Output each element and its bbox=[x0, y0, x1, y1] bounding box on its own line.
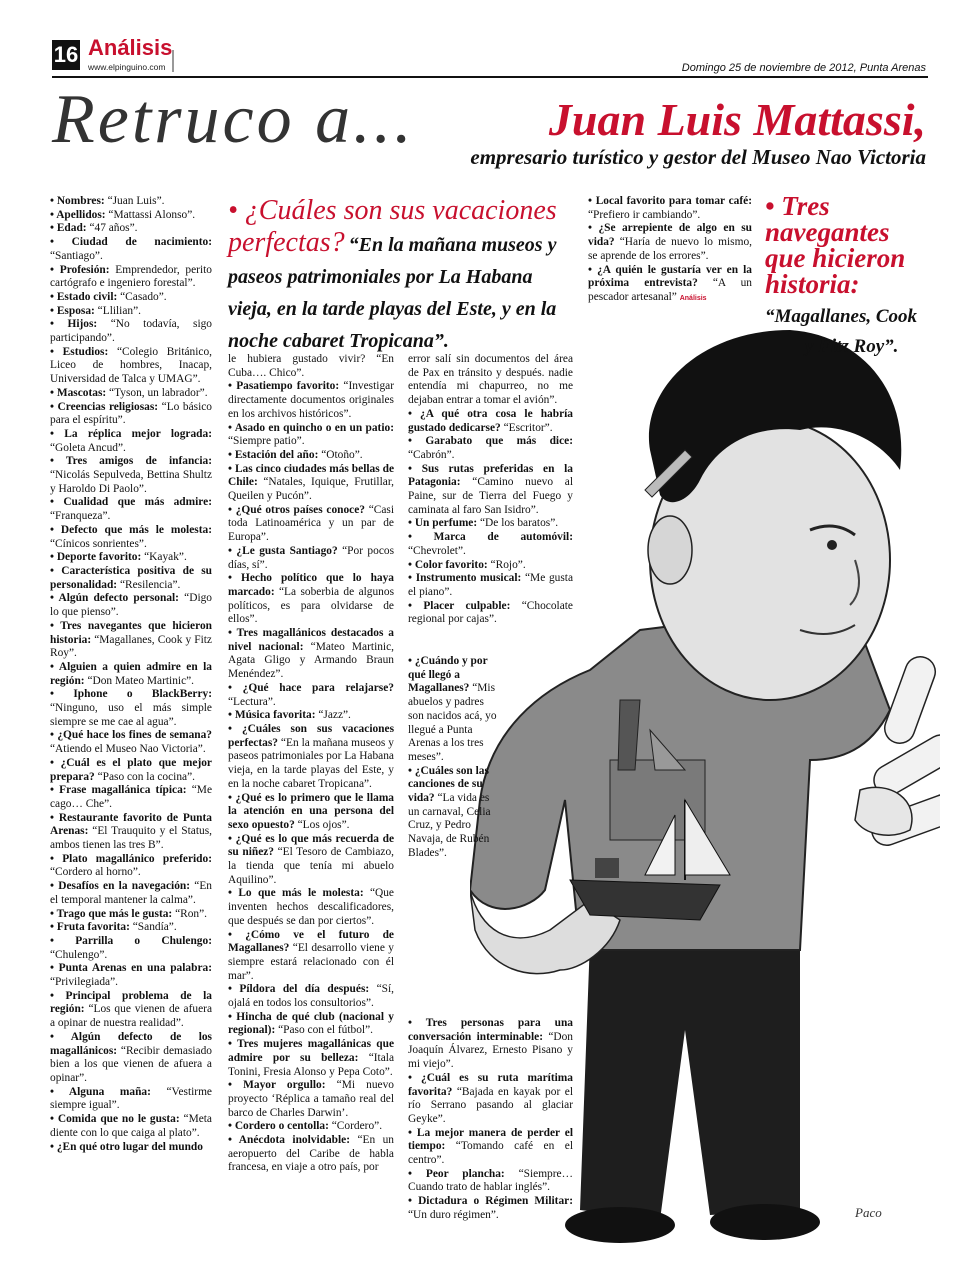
qa-item bbox=[228, 353, 394, 380]
qa-question: • Frase magallánica típica: bbox=[50, 784, 187, 797]
qa-answer: “Magallanes, Cook y Fitz Roy”. bbox=[50, 633, 212, 660]
qa-question: • Instrumento musical: bbox=[408, 572, 522, 585]
qa-item bbox=[50, 236, 212, 263]
qa-answer: “Cordero al horno”. bbox=[50, 866, 141, 879]
qa-answer: “Mateo Martinic, Agata Gligo y Armando Braun Menéndez”. bbox=[228, 640, 395, 681]
qa-answer: “Sandía”. bbox=[129, 921, 177, 934]
qa-item bbox=[408, 572, 573, 599]
qa-question: • Punta Arenas en una palabra: bbox=[50, 962, 212, 975]
qa-item bbox=[228, 887, 394, 928]
qa-item bbox=[408, 463, 573, 518]
qa-question: • ¿Qué es lo primero que le llama la atención en una persona del sexo opuesto? bbox=[228, 791, 394, 831]
column-3-bottom bbox=[408, 1017, 573, 1223]
qa-question: • Estudios: bbox=[50, 345, 109, 358]
qa-question: • ¿Qué hace los fines de semana? bbox=[50, 729, 212, 742]
qa-item bbox=[228, 929, 394, 984]
qa-item bbox=[50, 921, 212, 935]
qa-item bbox=[50, 346, 212, 387]
column-1 bbox=[50, 195, 212, 1154]
qa-question: • Hincha de qué club (nacional y regional): bbox=[228, 1010, 394, 1037]
column-3-narrow bbox=[408, 655, 498, 861]
qa-item bbox=[408, 655, 498, 765]
qa-answer: “Digo lo que pienso”. bbox=[50, 592, 212, 619]
qa-item bbox=[228, 792, 394, 833]
qa-answer: “Me gusta el piano”. bbox=[408, 572, 573, 598]
qa-question: • Parrilla o Chulengo: bbox=[50, 934, 212, 947]
qa-item bbox=[50, 318, 212, 345]
qa-question: • Edad: bbox=[50, 222, 87, 235]
qa-item bbox=[50, 757, 212, 784]
pull-quote bbox=[228, 195, 568, 357]
qa-question: • Hijos: bbox=[50, 318, 98, 331]
qa-answer: “Vestirme siempre igual”. bbox=[50, 1085, 212, 1112]
qa-question: • Creencias religiosas: bbox=[50, 400, 159, 413]
qa-item bbox=[50, 812, 212, 853]
qa-question: • Hecho político que lo haya marcado: bbox=[228, 572, 394, 598]
qa-answer: “Siempre patio”. bbox=[228, 435, 305, 448]
qa-question: • ¿Qué hace para relajarse? bbox=[228, 681, 394, 694]
qa-item bbox=[50, 1031, 212, 1086]
qa-question: • La réplica mejor lograda: bbox=[50, 427, 212, 440]
qa-question: • Esposa: bbox=[50, 304, 95, 317]
column-3 bbox=[408, 353, 573, 627]
qa-item bbox=[228, 1038, 394, 1079]
qa-item bbox=[408, 1168, 573, 1195]
qa-answer: “Franqueza”. bbox=[50, 510, 111, 523]
qa-question: • Iphone o BlackBerry: bbox=[50, 688, 212, 701]
qa-question: • Algún defecto personal: bbox=[50, 592, 179, 605]
qa-answer: “Haría de nuevo lo mismo, se aprende de los errores”. bbox=[588, 236, 752, 262]
qa-question: • Tres personas para una conversación interminable: bbox=[408, 1017, 573, 1043]
qa-answer: “Natales, Iquique, Frutillar, Queilen y Pucón”. bbox=[228, 476, 394, 503]
qa-item bbox=[50, 401, 212, 428]
qa-answer: “Me cago… Che”. bbox=[50, 784, 212, 810]
qa-question: • Principal problema de la región: bbox=[50, 989, 212, 1016]
qa-answer: “De los baratos”. bbox=[477, 517, 559, 530]
qa-question: • Pasatiempo favorito: bbox=[228, 380, 340, 393]
qa-question: • Música favorita: bbox=[228, 709, 316, 722]
qa-answer: “El Tesoro de Cambiazo, la tienda que tenía mi abuelo Aquilino”. bbox=[228, 846, 394, 886]
qa-item bbox=[50, 264, 212, 291]
qa-answer: “Kayak”. bbox=[141, 551, 187, 564]
qa-question: • Placer culpable: bbox=[408, 599, 511, 612]
interviewee-name: Juan Luis Mattassi, bbox=[548, 94, 926, 145]
qa-question: • Fruta favorita: bbox=[50, 921, 130, 934]
qa-item bbox=[50, 496, 212, 523]
qa-question: • ¿Cuál es su ruta marítima favorita? bbox=[408, 1071, 573, 1098]
qa-question: • Alguien a quien admire en la región: bbox=[50, 660, 212, 687]
qa-item bbox=[50, 195, 212, 209]
qa-item bbox=[50, 853, 212, 880]
qa-question: • Las cinco ciudades más bellas de Chile: bbox=[228, 462, 394, 489]
qa-answer: “Atiendo el Museo Nao Victoria”. bbox=[50, 743, 206, 756]
qa-question: • Nombres: bbox=[50, 195, 105, 207]
qa-item bbox=[50, 551, 212, 565]
qa-question: • Algún defecto de los magallánicos: bbox=[50, 1030, 212, 1057]
qa-question: • ¿Cómo ve el futuro de Magallanes? bbox=[228, 928, 394, 955]
qa-answer: “En el temporal mantener la calma”. bbox=[50, 880, 212, 906]
qa-question: • Trago que más le gusta: bbox=[50, 907, 173, 920]
qa-answer: “47 años”. bbox=[86, 222, 138, 235]
qa-answer: “Casi toda Latinoamérica y un par de Europa”. bbox=[228, 503, 395, 544]
qa-question: • ¿Se arrepiente de algo en su vida? bbox=[588, 222, 752, 249]
qa-answer: “Lo básico para el espíritu”. bbox=[50, 400, 212, 427]
qa-answer: “Juan Luis”. bbox=[104, 195, 165, 207]
navegantes-question: • Tres navegantes que hicieron historia: bbox=[765, 191, 906, 299]
qa-question: • ¿A quién le gustaría ver en la próxima entrevista? bbox=[588, 263, 752, 290]
qa-answer: “A un pescador artesanal” bbox=[588, 277, 752, 303]
qa-question: • Local favorito para tomar café: bbox=[588, 195, 752, 207]
qa-item bbox=[408, 531, 573, 558]
qa-item bbox=[408, 1072, 573, 1127]
qa-item bbox=[228, 723, 394, 792]
qa-answer: “Ninguno, uso el más simple siempre se me cae al agua”. bbox=[50, 702, 212, 728]
qa-answer: “Cordero”. bbox=[328, 1120, 383, 1133]
qa-question: • ¿Qué otros países conoce? bbox=[228, 503, 365, 516]
qa-question: • Estado civil: bbox=[50, 290, 118, 303]
page-number: 16 bbox=[52, 40, 80, 70]
qa-item bbox=[228, 1079, 394, 1120]
qa-answer: “Chevrolet”. bbox=[408, 544, 466, 557]
qa-item bbox=[50, 565, 212, 592]
qa-item bbox=[50, 428, 212, 455]
header-rule bbox=[52, 76, 928, 78]
qa-answer: “Goleta Ancud”. bbox=[50, 441, 126, 454]
qa-answer: “Resilencia”. bbox=[117, 578, 181, 591]
qa-item bbox=[408, 353, 573, 408]
qa-item bbox=[588, 264, 752, 306]
qa-question: • Característica positiva de su personalidad: bbox=[50, 564, 212, 591]
qa-answer: “El desarrollo viene y siempre estará relacionado con él mar”. bbox=[228, 942, 394, 982]
qa-answer: “Paso con el fútbol”. bbox=[275, 1024, 373, 1037]
qa-question: • ¿A qué otra cosa le habría gustado dedicarse? bbox=[408, 407, 573, 434]
qa-question: • ¿Le gusta Santiago? bbox=[228, 544, 338, 557]
pull-quote-answer: “En la mañana museos y paseos patrimoniales por La Habana vieja, en la tarde playas del Este, y en la noche cabaret Tropicana”. bbox=[228, 234, 557, 352]
qa-answer: “Siempre… Cuando trato de hablar inglés”. bbox=[408, 1167, 573, 1194]
qa-answer: “Nicolás Sepulveda, Bettina Shultz y Haroldo Di Paolo”. bbox=[50, 469, 212, 495]
qa-item bbox=[50, 1113, 212, 1140]
qa-answer: “Cínicos sonrientes”. bbox=[50, 537, 147, 550]
qa-answer: “Recibir demasiado bien a los que vienen de afuera a opinar”. bbox=[50, 1044, 212, 1084]
qa-item bbox=[228, 572, 394, 627]
qa-question: • Comida que no le gusta: bbox=[50, 1113, 180, 1126]
qa-question: • Tres navegantes que hicieron historia: bbox=[50, 619, 212, 646]
qa-item bbox=[50, 661, 212, 688]
qa-question: • Mayor orgullo: bbox=[228, 1079, 326, 1092]
qa-question: • Tres magallánicos destacados a nivel nacional: bbox=[228, 627, 394, 653]
qa-question: • Anécdota inolvidable: bbox=[228, 1134, 351, 1147]
qa-question: • Píldora del día después: bbox=[228, 983, 370, 996]
qa-item bbox=[408, 1127, 573, 1168]
qa-answer: “Sí, ojalá en todos los consultorios”. bbox=[228, 983, 394, 1010]
qa-answer: “Por pocos días, sí”. bbox=[228, 544, 394, 571]
qa-answer: “Bajada en kayak por el río Serrano pasando al glaciar Geyke”. bbox=[408, 1085, 573, 1125]
qa-answer: “Mi nuevo proyecto ‘Réplica a tamaño real del barco de Charles Darwin’. bbox=[228, 1079, 394, 1119]
qa-answer: “Chocolate regional por cajas”. bbox=[408, 599, 573, 626]
qa-item bbox=[228, 380, 394, 421]
qa-question: • Lo que más le molesta: bbox=[228, 887, 364, 900]
qa-question: • Apellidos: bbox=[50, 208, 106, 221]
qa-answer: “Camino nuevo al Paine, sur de Tierra del Fuego y caminata al faro San Isidro”. bbox=[408, 476, 573, 516]
qa-answer: “Mis abuelos y padres son nacidos acá, yo llegué a Punta Arenas a los tres meses”. bbox=[408, 682, 497, 763]
qa-item bbox=[50, 990, 212, 1031]
qa-answer: “Los ojos”. bbox=[294, 818, 350, 831]
qa-item bbox=[50, 387, 212, 401]
qa-item bbox=[50, 688, 212, 729]
qa-answer: “Prefiero ir cambiando”. bbox=[588, 208, 701, 221]
qa-question: • ¿En qué otro lugar del mundo bbox=[50, 1140, 203, 1153]
qa-answer: “Escritor”. bbox=[500, 421, 553, 434]
qa-item bbox=[228, 1134, 394, 1175]
qa-item bbox=[228, 709, 394, 723]
qa-question: • Un perfume: bbox=[408, 517, 478, 530]
qa-question: • Dictadura o Régimen Militar: bbox=[408, 1195, 573, 1208]
qa-item bbox=[50, 222, 212, 236]
qa-answer: “Investigar directamente documentos originales en los archivos históricos”. bbox=[228, 380, 394, 420]
pull-quote-question: • ¿Cuáles son sus vacaciones perfectas? bbox=[228, 195, 557, 258]
navegantes-answer-line2: y Fitz Roy”. bbox=[805, 336, 899, 357]
qa-question: • Profesión: bbox=[50, 263, 110, 276]
qa-item bbox=[408, 765, 498, 861]
qa-item bbox=[228, 449, 394, 463]
qa-item bbox=[228, 833, 394, 888]
interviewee-role: empresario turístico y gestor del Museo Nao Victoria bbox=[470, 145, 926, 169]
qa-answer: “En la mañana museos y paseos patrimoniales por La Habana vieja, en la tarde playas del Este, y en la noche cabaret Tropicana”. bbox=[228, 736, 394, 790]
qa-answer: Emprendedor, perito cartógrafo e ingeniero forestal”. bbox=[50, 263, 213, 290]
qa-item bbox=[50, 592, 212, 619]
qa-question: • Estación del año: bbox=[228, 448, 319, 461]
qa-item bbox=[588, 195, 752, 222]
qa-answer: “Cabrón”. bbox=[408, 448, 455, 461]
qa-answer: “Santiago”. bbox=[50, 249, 103, 262]
qa-item bbox=[408, 559, 573, 573]
qa-question: • Restaurante favorito de Punta Arenas: bbox=[50, 811, 212, 838]
header-separator bbox=[172, 50, 174, 72]
qa-question: • Defecto que más le molesta: bbox=[50, 523, 212, 536]
qa-item bbox=[408, 435, 573, 462]
qa-item bbox=[228, 504, 394, 545]
qa-item bbox=[50, 935, 212, 962]
qa-question: • Cordero o centolla: bbox=[228, 1120, 329, 1133]
qa-item bbox=[50, 305, 212, 319]
qa-question: • Plato magallánico preferido: bbox=[50, 852, 212, 865]
qa-question: • Ciudad de nacimiento: bbox=[50, 236, 212, 249]
qa-item bbox=[50, 962, 212, 989]
qa-answer: “Casado”. bbox=[117, 290, 167, 303]
qa-item bbox=[50, 209, 212, 223]
qa-item bbox=[50, 1086, 212, 1113]
qa-answer: “Meta diente con lo que caiga al plato”. bbox=[50, 1113, 212, 1139]
qa-answer: “No todavía, sigo participando”. bbox=[50, 318, 212, 345]
qa-answer: “Jazz”. bbox=[315, 709, 351, 722]
navegantes-answer-line1: “Magallanes, Cook bbox=[765, 306, 918, 327]
artist-signature: Paco bbox=[855, 1205, 882, 1220]
qa-question: • Tres mujeres magallánicas que admire por su belleza: bbox=[228, 1038, 394, 1064]
qa-answer: “En un aeropuerto del Caribe de habla francesa, en viaje a otro país, por bbox=[228, 1134, 395, 1174]
qa-item bbox=[408, 1195, 573, 1222]
qa-item bbox=[50, 729, 212, 756]
issue-date: Domingo 25 de noviembre de 2012, Punta Arenas bbox=[681, 62, 926, 74]
qa-answer: “Privilegiada”. bbox=[50, 976, 118, 989]
qa-answer: “Mattassi Alonso”. bbox=[105, 208, 196, 221]
qa-item bbox=[408, 600, 573, 627]
qa-item bbox=[50, 880, 212, 907]
qa-answer: “La soberbia de algunos políticos, es para olvidarse de ellos”. bbox=[228, 585, 394, 626]
qa-item bbox=[50, 524, 212, 551]
qa-answer: “Los que vienen de afuera a opinar de nuestra realidad”. bbox=[50, 1003, 212, 1030]
qa-item bbox=[228, 983, 394, 1010]
qa-item bbox=[50, 620, 212, 661]
qa-answer: le hubiera gustado vivir? “En Cuba…. Chico”. bbox=[228, 353, 394, 379]
qa-item bbox=[228, 682, 394, 709]
qa-item bbox=[228, 1011, 394, 1038]
qa-answer: “El Trauquito y el Status, ambos tienen las tres B”. bbox=[50, 825, 212, 852]
qa-question: • ¿Qué es lo que más recuerda de su niñez? bbox=[228, 832, 394, 859]
qa-question: • Desafíos en la navegación: bbox=[50, 880, 191, 893]
qa-question: • Cualidad que más admire: bbox=[50, 496, 212, 509]
qa-item bbox=[50, 784, 212, 811]
qa-answer: “Tyson, un labrador”. bbox=[106, 386, 208, 399]
qa-question: • ¿Cuáles son sus vacaciones perfectas? bbox=[228, 722, 394, 749]
navegantes-answer bbox=[765, 302, 935, 362]
qa-question: • Garabato que más dice: bbox=[408, 435, 573, 448]
qa-answer: “Llilian”. bbox=[94, 304, 142, 317]
qa-item bbox=[228, 1120, 394, 1134]
qa-item bbox=[228, 545, 394, 572]
qa-item bbox=[228, 463, 394, 504]
qa-item bbox=[228, 422, 394, 449]
qa-question: • Sus rutas preferidas en la Patagonia: bbox=[408, 462, 573, 489]
qa-question: • Deporte favorito: bbox=[50, 551, 142, 564]
qa-question: • Mascotas: bbox=[50, 386, 107, 399]
qa-question: • Alguna maña: bbox=[50, 1085, 151, 1098]
column-2 bbox=[228, 353, 394, 1175]
qa-answer: “Ron”. bbox=[172, 907, 208, 920]
qa-answer: “Itala Tonini, Fresia Alonso y Pepa Coto”. bbox=[228, 1051, 394, 1078]
qa-question: • ¿Cuándo y por qué llegó a Magallanes? bbox=[408, 655, 488, 695]
qa-question: • ¿Cuáles son las canciones de su vida? bbox=[408, 764, 489, 805]
qa-answer: “Colegio Británico, Liceo de hombres, Inacap, Universidad de Talca y UMAG”. bbox=[50, 345, 212, 386]
qa-question: • La mejor manera de perder el tiempo: bbox=[408, 1126, 573, 1153]
qa-answer: “La vida es un carnaval, Celia Cruz, y Pedro Navaja, de Rubén Blades”. bbox=[408, 792, 491, 859]
qa-item bbox=[588, 222, 752, 263]
qa-item bbox=[408, 517, 573, 531]
qa-item bbox=[408, 1017, 573, 1072]
qa-question: • Asado en quincho o en un patio: bbox=[228, 421, 394, 434]
qa-item bbox=[408, 408, 573, 435]
column-4 bbox=[588, 195, 752, 306]
qa-question: • Peor plancha: bbox=[408, 1167, 505, 1180]
qa-answer: “Don Mateo Martinic”. bbox=[84, 674, 195, 687]
qa-answer: “Otoño”. bbox=[318, 448, 363, 461]
qa-question: • ¿Cuál es el plato que mejor prepara? bbox=[50, 756, 212, 783]
qa-answer: “Don Joaquín Álvarez, Ernesto Pisano y mi viejo”. bbox=[408, 1030, 573, 1071]
qa-answer: “Tomando café en el centro”. bbox=[408, 1140, 573, 1167]
qa-question: • Color favorito: bbox=[408, 558, 488, 571]
qa-item bbox=[50, 291, 212, 305]
qa-answer: “Lectura”. bbox=[228, 695, 276, 708]
qa-answer: “Paso con la cocina”. bbox=[94, 770, 195, 783]
section-logo: Análisis bbox=[88, 35, 173, 60]
qa-answer: “Un duro régimen”. bbox=[408, 1208, 499, 1221]
qa-answer: “Rojo”. bbox=[487, 558, 526, 571]
qa-answer: “Chulengo”. bbox=[50, 948, 108, 961]
qa-answer: “Que inventen hechos descalificadores, que después se dan por ciertos”. bbox=[228, 887, 394, 927]
qa-item bbox=[50, 908, 212, 922]
qa-item bbox=[228, 627, 394, 682]
qa-item bbox=[50, 1141, 212, 1155]
qa-item bbox=[50, 455, 212, 496]
qa-answer: error salí sin documentos del área de Pax en tránsito y después. nadie entendía mi chapurreo, no me dejaban entrar a tomar el avión”. bbox=[408, 353, 573, 407]
section-title: Retruco a... bbox=[52, 81, 415, 158]
site-url: www.elpinguino.com bbox=[88, 62, 166, 72]
end-mark-logo: Análisis bbox=[679, 294, 707, 302]
qa-question: • Marca de automóvil: bbox=[408, 531, 573, 544]
qa-question: • Tres amigos de infancia: bbox=[50, 455, 212, 468]
